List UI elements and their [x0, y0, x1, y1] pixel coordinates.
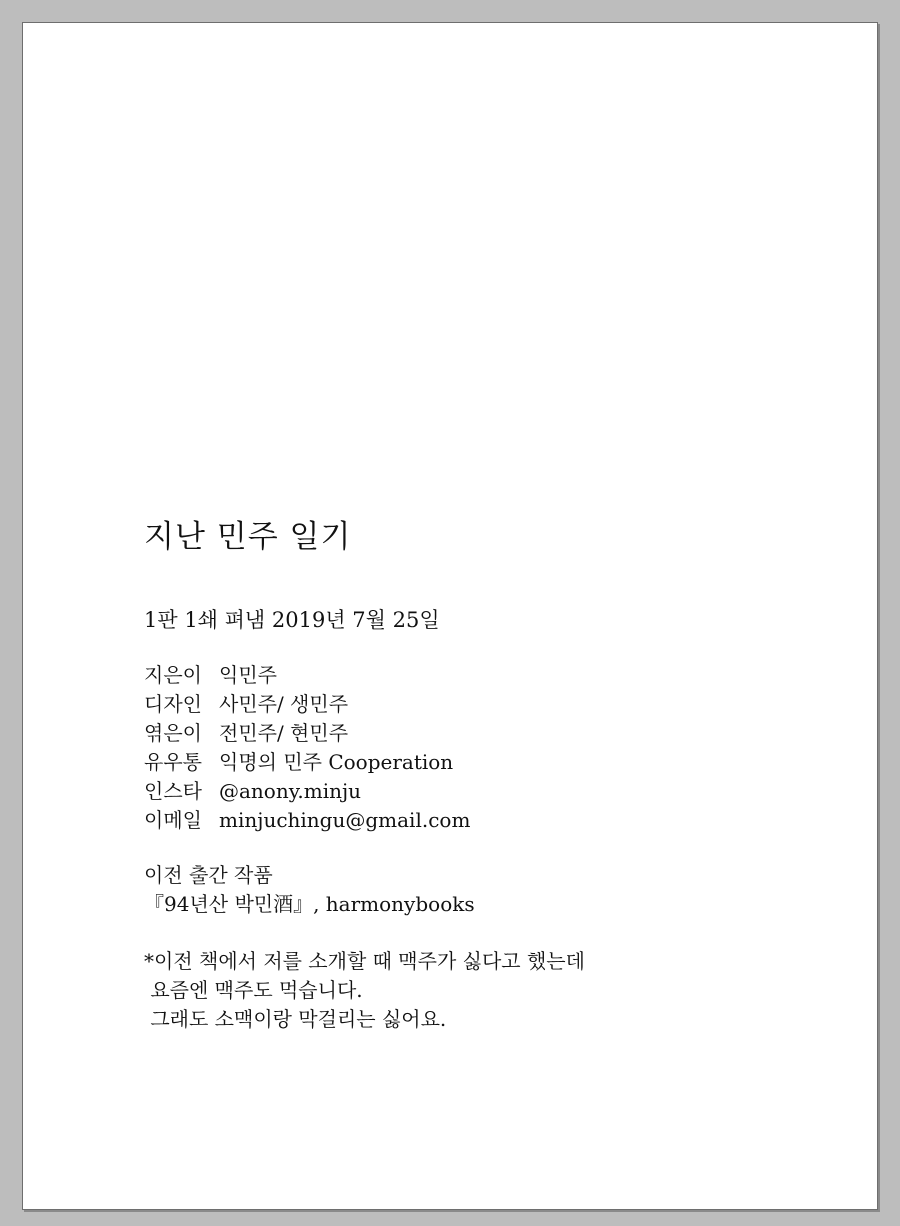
credit-value: @anony.minju [219, 779, 362, 803]
colophon [144, 513, 585, 1034]
previous-works-heading: 이전 출간 작품 [144, 863, 273, 887]
note-line: 요즘엔 맥주도 먹습니다. [144, 978, 363, 1002]
credit-value: 사민주/ 생민주 [219, 692, 349, 716]
edition-line: 1판 1쇄 펴냄 2019년 7월 25일 [144, 608, 440, 632]
credit-row-instagram [144, 777, 585, 806]
previous-works-item: 『94년산 박민酒』, harmonybooks [144, 892, 475, 916]
credit-value: 전민주/ 현민주 [219, 721, 349, 745]
author-note [144, 947, 585, 1034]
credit-role: 디자인 [144, 692, 202, 716]
credit-role: 유우통 [144, 750, 202, 774]
credit-row-editor [144, 719, 585, 748]
book-title: 지난 민주 일기 [144, 519, 352, 555]
credit-row-email [144, 806, 585, 835]
credit-value: 익명의 민주 Cooperation [219, 750, 454, 774]
credit-role: 엮은이 [144, 721, 202, 745]
credit-row-design [144, 690, 585, 719]
page [22, 22, 878, 1210]
credit-row-author [144, 661, 585, 690]
credit-role: 이메일 [144, 808, 202, 832]
note-line: 그래도 소맥이랑 막걸리는 싫어요. [144, 1007, 447, 1031]
credits-list [144, 661, 585, 835]
credit-row-distribution [144, 748, 585, 777]
note-line: *이전 책에서 저를 소개할 때 맥주가 싫다고 했는데 [144, 949, 585, 973]
credit-value: minjuchingu@gmail.com [219, 808, 471, 832]
credit-value: 익민주 [219, 663, 277, 687]
previous-works [144, 861, 585, 919]
credit-role: 지은이 [144, 663, 202, 687]
credit-role: 인스타 [144, 779, 202, 803]
